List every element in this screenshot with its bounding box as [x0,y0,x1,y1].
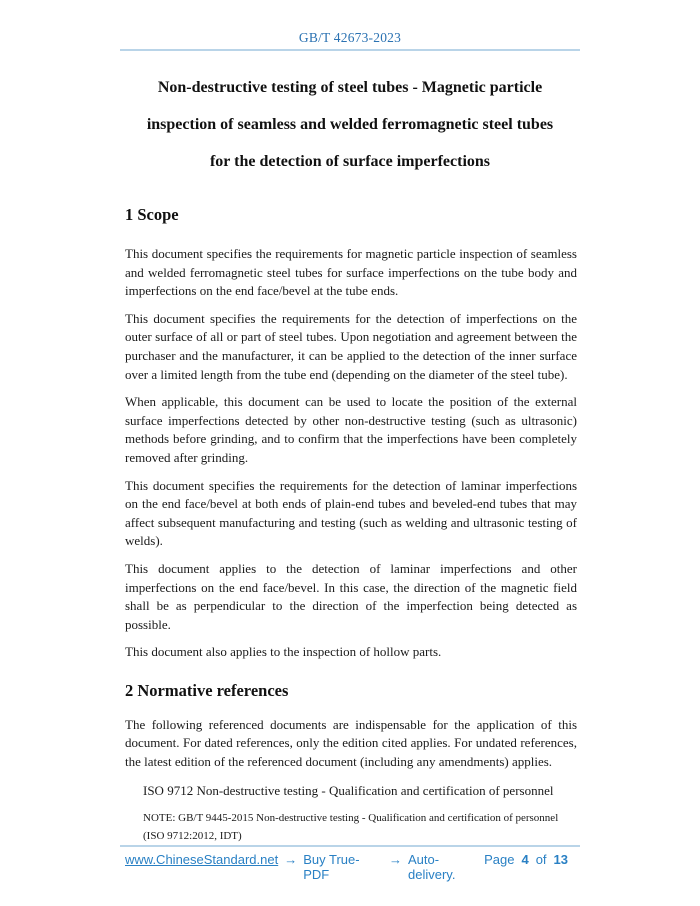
title-line-3: for the detection of surface imperfections [209,153,491,170]
section-heading-normative-references: 2 Normative references [125,680,289,700]
normative-intro-paragraph: The following referenced documents are indispensable for the application of this document. For dated references, only the edition cited applies. For undated references, the latest edition of the referenced document (including any amendments) applies. [125,716,577,770]
normative-note: NOTE: GB/T 9445-2015 Non-destructive testing - Qualification and certification of personnel (ISO 9712:2012, IDT) [143,812,559,842]
footer-action-buy: Buy True-PDF [303,852,360,882]
header-rule [120,49,580,51]
footer-left [125,852,484,882]
page-label: Page [484,852,515,867]
of-label: of [535,852,547,867]
scope-paragraph: This document specifies the requirements for the detection of imperfections on the outer surface of all or part of steel tubes. Upon negotiation and agreement between the purchaser and the manufacturer, it can be applied to the detection of the inner surface over a limited length from the tube end (depending on the diameter of the steel tube). [125,310,577,382]
page-footer [125,852,568,882]
scope-paragraph: This document specifies the requirements for magnetic particle inspection of seamless and welded ferromagnetic steel tubes for surface imperfections on the tube body and imperfections on the end face/bevel at the tube ends. [125,246,577,299]
footer-rule [120,845,580,847]
site-link[interactable]: www.ChineseStandard.net [125,852,279,867]
document-title [60,69,640,180]
section-heading-scope: 1 Scope [125,205,179,224]
page-indicator [484,852,568,867]
footer-action-delivery: Auto-delivery. [408,852,456,882]
arrow-icon: → [389,852,402,867]
arrow-icon: → [284,852,298,867]
page-total: 13 [553,852,568,867]
page-current: 4 [521,852,529,867]
scope-paragraph: This document specifies the requirements for the detection of laminar imperfections on the end face/bevel at both ends of plain-end tubes and beveled-end tubes that may affect subsequent manufacturing and testing (such as welding and ultrasonic testing of welds). [125,477,577,549]
scope-paragraph: When applicable, this document can be used to locate the position of the external surface imperfections detected by other non-destructive testing (such as ultrasonic) methods before grinding, and to confirm that the imperfections have been completely removed after grinding. [125,394,577,465]
normative-reference-item: ISO 9712 Non-destructive testing - Qualification and certification of personnel [143,782,554,798]
title-line-2: inspection of seamless and welded ferromagnetic steel tubes [146,116,554,133]
scope-paragraph: This document also applies to the inspection of hollow parts. [125,644,442,660]
title-line-1: Non-destructive testing of steel tubes - Magnetic particle [157,79,543,96]
document-body [125,204,577,845]
scope-paragraph: This document applies to the detection of laminar imperfections and other imperfections on the end face/bevel. In this case, the direction of the magnetic field shall be as perpendicular to the direction of the imperfection being detected as possible. [125,560,577,632]
header-doc-number: GB/T 42673-2023 [298,30,402,45]
